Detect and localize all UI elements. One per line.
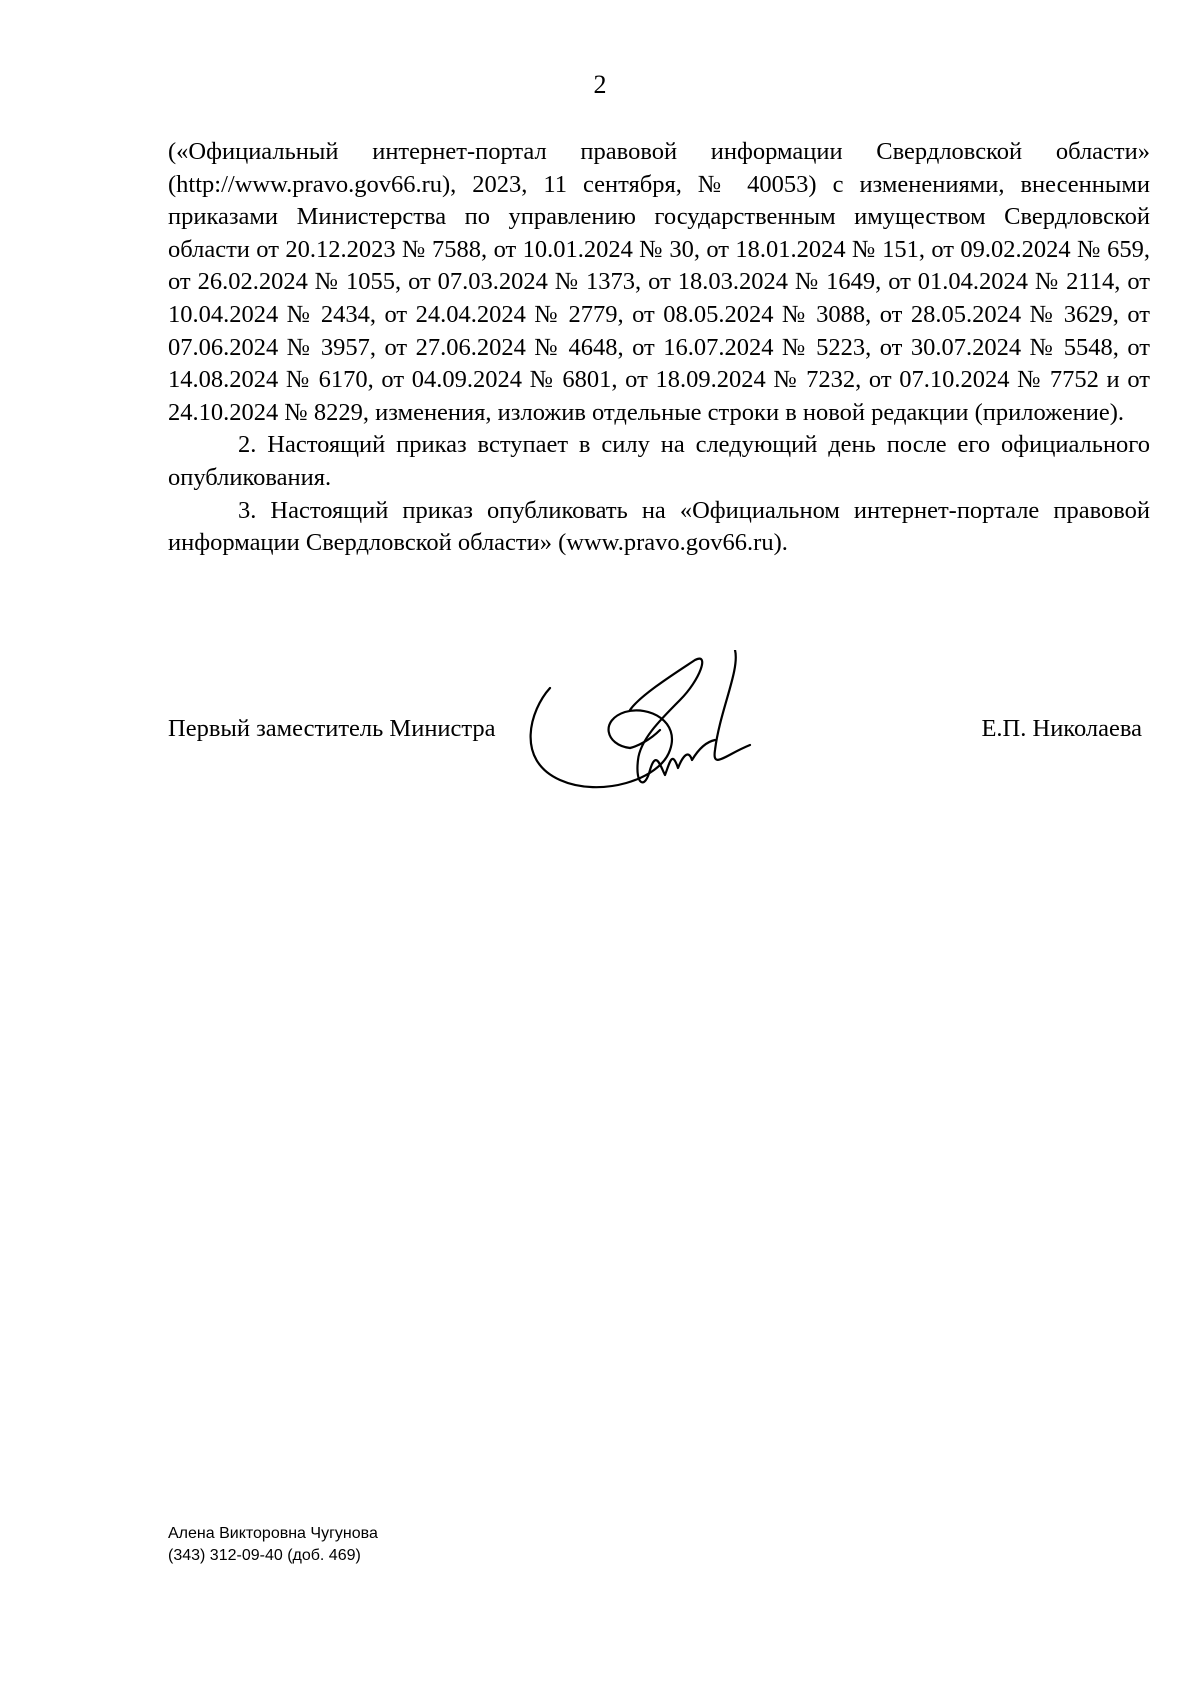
paragraph-effective-date: 2. Настоящий приказ вступает в силу на следующий день после его официального опубликования. [168, 431, 1150, 491]
paragraph-publication: 3. Настоящий приказ опубликовать на «Официальном интернет-портале правовой информации Свердловской области» (www.pravo.gov66.ru). [168, 496, 1150, 557]
signature-block [168, 715, 1150, 755]
executor-name: Алена Викторовна Чугунова [168, 1525, 378, 1542]
signer-name: Е.П. Николаева [981, 715, 1142, 742]
executor-contact [168, 1523, 378, 1567]
executor-phone: (343) 312-09-40 (доб. 469) [168, 1547, 361, 1564]
page-number: 2 [593, 70, 607, 99]
paragraph-amendments: («Официальный интернет-портал правовой информации Свердловской области» (http://www.pravo.gov66.ru), 2023, 11 сентября, № 40053) с изменениями, внесенными приказами Министерства по управлению государственным имуществом Свердловской области от 20.12.2023 № 7588, от 10.01.2024 № 30, от 18.01.2024 № 151, от 09.02.2024 № 659, от 26.02.2024 № 1055, от 07.03.2024 № 1373, от 18.03.2024 № 1649, от 01.04.2024 № 2114, от 10.04.2024 № 2434, от 24.04.2024 № 2779, от 08.05.2024 № 3088, от 28.05.2024 № 3629, от 07.06.2024 № 3957, от 27.06.2024 № 4648, от 16.07.2024 № 5223, от 30.07.2024 № 5548, от 14.08.2024 № 6170, от 04.09.2024 № 6801, от 18.09.2024 № 7232, от 07.10.2024 № 7752 и от 24.10.2024 № 8229, изменения, изложив отдельные строки в новой редакции (приложение). [168, 138, 1150, 426]
document-body [168, 136, 1150, 560]
signer-title: Первый заместитель Министра [168, 715, 496, 742]
